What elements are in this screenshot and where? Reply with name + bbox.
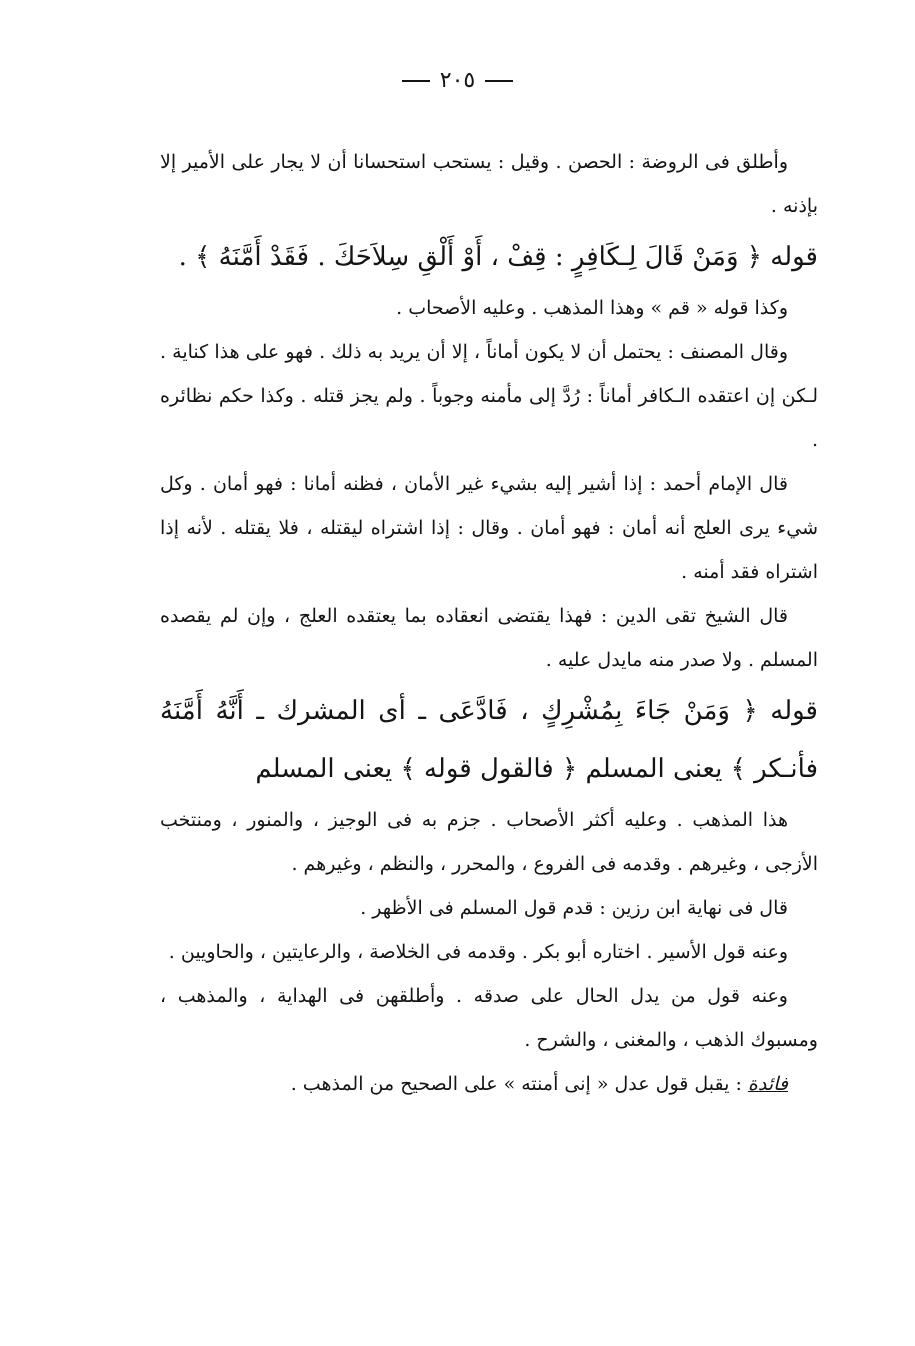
paragraph-4: قال الإمام أحمد : إذا أشير إليه بشيء غير الأمان ، فظنه أمانا : فهو أمان . وكل شيء يرى العلج أنه أمان : فهو أمان . وقال : إذا اشتراه ليقتله ، فلا يقتله . لأنه إذا اشتراه فقد أمنه . [160,473,818,583]
paragraph-7: قال فى نهاية ابن رزين : قدم قول المسلم فى الأظهر . [360,897,788,919]
paragraph-9: وعنه قول من يدل الحال على صدقه . وأطلقهن فى الهداية ، والمذهب ، ومسبوك الذهب ، والمغنى ، والشرح . [160,985,818,1051]
paragraph-6: هذا المذهب . وعليه أكثر الأصحاب . جزم به فى الوجيز ، والمنور ، ومنتخب الأزجى ، وغيرهم . وقدمه فى الفروع ، والمحرر ، والنظم ، وغيرهم . [160,809,818,875]
paragraph-3: وقال المصنف : يحتمل أن لا يكون أماناً ، إلا أن يريد به ذلك . فهو على هذا كناية . لـكن إن اعتقده الـكافر أماناً : رُدَّ إلى مأمنه وجوباً . ولم يجز قتله . وكذا حكم نظائره . [160,341,818,451]
quote-paragraph-2: قوله ﴿ وَمَنْ جَاءَ بِمُشْرِكٍ ، فَادَّعَى ـ أى المشرك ـ أَنَّهُ أَمَّنَهُ فأنـكر ﴾ يعنى المسلم ﴿ فالقول قوله ﴾ يعنى المسلم [160,696,818,784]
note-label: فائدة [747,1073,788,1095]
header-dash-left [402,80,430,82]
paragraph-5: قال الشيخ تقى الدين : فهذا يقتضى انعقاده بما يعتقده العلج ، وإن لم يقصده المسلم . ولا صدر منه مايدل عليه . [160,605,818,671]
main-text [160,140,818,1106]
paragraph-2: وكذا قوله « قم » وهذا المذهب . وعليه الأصحاب . [396,297,788,319]
note-paragraph [160,1062,818,1106]
quote-paragraph-1: قوله ﴿ وَمَنْ قَالَ لِـكَافِرٍ : قِفْ ، أَوْ أَلْقِ سِلاَحَكَ . فَقَدْ أَمَّنَهُ ﴾ . [178,242,818,272]
header-dash-right [485,80,513,82]
paragraph-1: وأطلق فى الروضة : الحصن . وقيل : يستحب استحسانا أن لا يجار على الأمير إلا بإذنه . [160,151,818,217]
page-number: ٢٠٥ [439,68,476,93]
page-header [0,68,915,93]
note-text: : يقبل قول عدل « إنى أمنته » على الصحيح من المذهب . [290,1073,742,1095]
paragraph-8: وعنه قول الأسير . اختاره أبو بكر . وقدمه فى الخلاصة ، والرعايتين ، والحاويين . [168,941,788,963]
